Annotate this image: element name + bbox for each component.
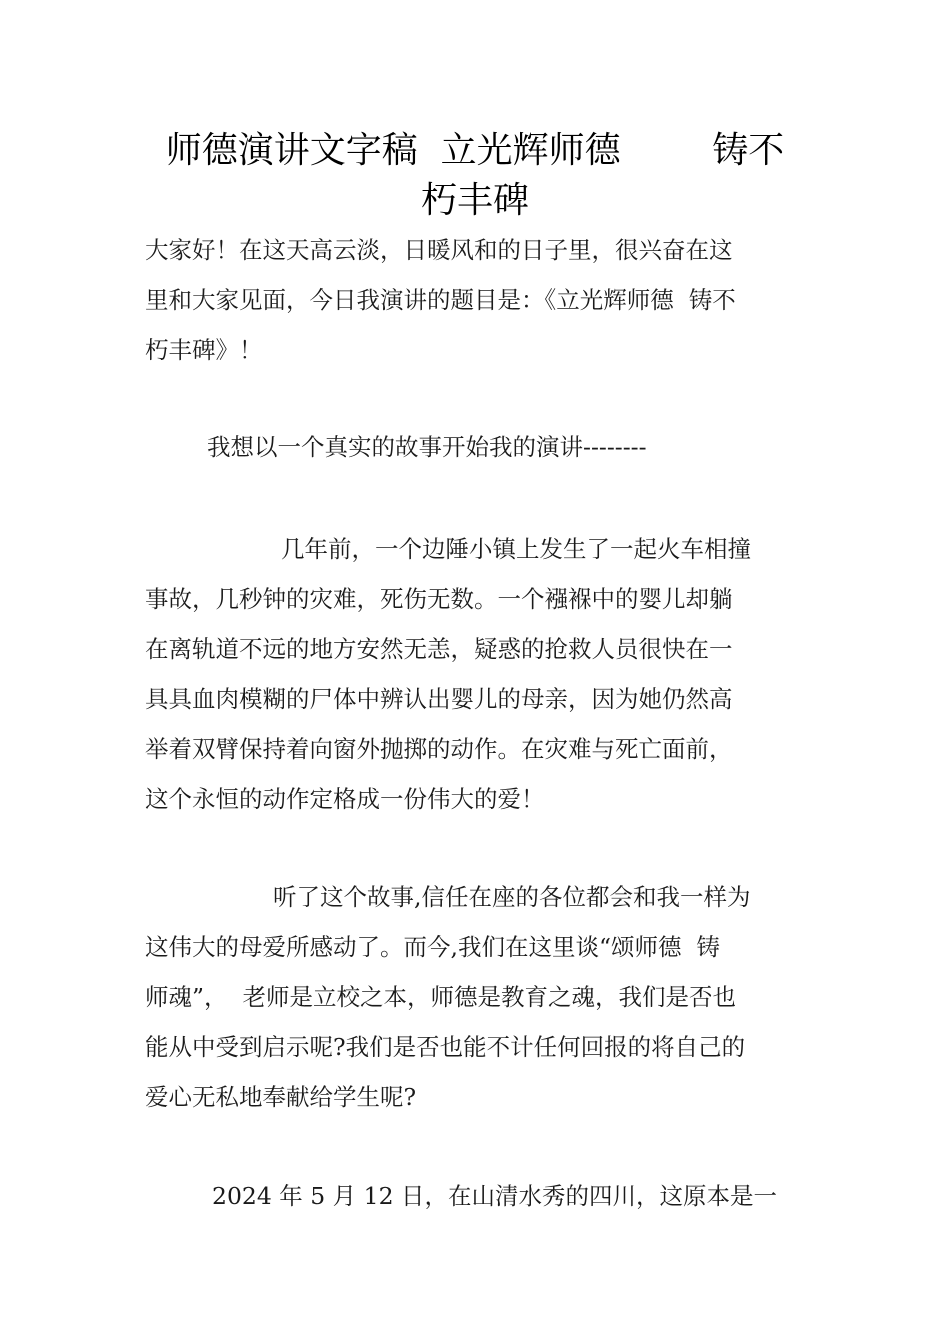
paragraph-3-line-4: 具具血肉模糊的尸体中辨认出婴儿的母亲，因为她仍然高	[145, 685, 733, 713]
paragraph-3-line-5: 举着双臂保持着向窗外抛掷的动作。在灾难与死亡面前，	[145, 735, 733, 763]
paragraph-4-line-3: 师魂”， 老师是立校之本，师德是教育之魂，我们是否也	[145, 983, 736, 1011]
document-title-line-1: 师德演讲文字稿 立光辉师德 铸不	[165, 130, 785, 171]
paragraph-3-line-1: 几年前，一个边陲小镇上发生了一起火车相撞	[281, 535, 751, 563]
paragraph-3-line-2: 事故，几秒钟的灾难，死伤无数。一个襁褓中的婴儿却躺	[145, 585, 733, 613]
paragraph-3-line-6: 这个永恒的动作定格成一份伟大的爱！	[145, 785, 545, 813]
paragraph-1-line-2: 里和大家见面，今日我演讲的题目是：《立光辉师德 铸不	[145, 286, 736, 314]
document-title-line-2: 朽丰碑	[420, 180, 529, 221]
paragraph-2-line-1: 我想以一个真实的故事开始我的演讲--------	[207, 433, 647, 461]
paragraph-1-line-1: 大家好！在这天高云淡，日暖风和的日子里，很兴奋在这	[145, 236, 733, 264]
paragraph-3-line-3: 在离轨道不远的地方安然无恙，疑惑的抢救人员很快在一	[145, 635, 733, 663]
paragraph-4-line-2: 这伟大的母爱所感动了。而今,我们在这里谈“颂师德 铸	[145, 933, 720, 961]
paragraph-4-line-1: 听了这个故事,信任在座的各位都会和我一样为	[273, 883, 751, 911]
paragraph-4-line-4: 能从中受到启示呢?我们是否也能不计任何回报的将自己的	[145, 1033, 746, 1061]
paragraph-4-line-5: 爱心无私地奉献给学生呢?	[145, 1083, 417, 1111]
paragraph-1-line-3: 朽丰碑》！	[145, 336, 263, 364]
paragraph-5-line-1: 2024 年 5 月 12 日，在山清水秀的四川，这原本是一	[212, 1182, 778, 1210]
